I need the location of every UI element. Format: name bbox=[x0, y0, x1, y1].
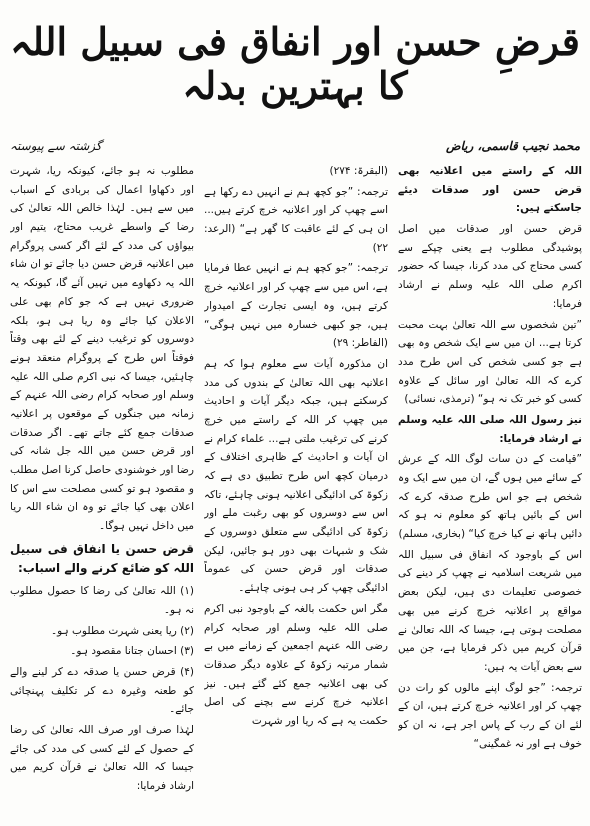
paragraph: مگر اس حکمت بالغہ کے باوجود نبی اکرم صلی اللہ علیہ وسلم اور صحابہ کرام رضی اللہ عنہم اجمعین کے زمانے میں بے شمار مرتبہ زکوۃ کے علاوہ دیگر صدقات کی بھی اعلانیہ جمع کئے گئے ہیں۔ نیز اعلانیہ خرچ کرنے سے بچنے کی اصل حکمت یہ ہے کہ ریا اور شہرت bbox=[204, 602, 388, 727]
paragraph: اللہ کے راستے میں اعلانیہ بھی قرض حسن اور صدقات دیئے جاسکتے ہیں: bbox=[398, 165, 582, 215]
paragraph: (۴) قرض حسن یا صدقہ دے کر لینے والے کو طعنہ وغیرہ دے کر تکلیف پہنچائی جائے۔ bbox=[10, 665, 194, 716]
paragraph: (۱) اللہ تعالیٰ کی رضا کا حصول مطلوب نہ ہو۔ bbox=[10, 585, 194, 616]
paragraph: لہٰذا صرف اور صرف اللہ تعالیٰ کی رضا کے حصول کے لئے کسی کی مدد کی جائے جیسا کہ اللہ تعالیٰ نے قرآن کریم میں ارشاد فرمایا: bbox=[10, 723, 194, 792]
continued-label: گزشتہ سے پیوستہ bbox=[10, 139, 102, 153]
paragraph: قرض حسن یا انفاق فی سبیل اللہ کو ضائع کرنے والے اسباب: bbox=[10, 541, 194, 575]
paragraph: نیز رسول اللہ صلی اللہ علیہ وسلم نے ارشاد فرمایا: bbox=[398, 413, 582, 445]
byline-row bbox=[10, 136, 580, 156]
paragraph: ترجمہ: ”جو کچھ ہم نے انہیں عطا فرمایا ہے، اس میں سے چھپ کر اور اعلانیہ خرچ کرتے ہیں، وہ ایسی تجارت کے امیدوار ہیں، جو کبھی خسارہ میں نہیں ہوگی“ (الفاطر: ۲۹) bbox=[204, 262, 388, 350]
paragraph: (البقرۃ: ۲۷۴) bbox=[329, 165, 388, 177]
headline: قرضِ حسن اور انفاق فی سبیل اللہ کا بہترین بدلہ bbox=[10, 19, 580, 108]
paragraph: (۳) احسان جتانا مقصود ہو۔ bbox=[70, 645, 194, 658]
column-3 bbox=[10, 162, 194, 822]
paragraph: اس کے باوجود کہ انفاق فی سبیل اللہ میں شریعت اسلامیہ نے چھپ کر دینے کی خصوصی تعلیمات دی ہیں، لیکن بعض مواقع پر اعلانیہ خرچ کرنے میں بھی مصلحت ہوتی ہے، جیسا کہ اللہ تعالیٰ نے قرآن کریم میں ذکر فرمایا ہے، جن میں سے بعض آیات یہ ہیں: bbox=[398, 548, 582, 673]
paragraph: ان مذکورہ آیات سے معلوم ہوا کہ ہم اعلانیہ بھی اللہ تعالیٰ کے بندوں کی مدد کرسکتے ہیں، جبکہ دیگر آیات و احادیث میں چھپ کر اللہ کے راستے میں خرچ کرنے کی ترغیب ملتی ہے... علماء کرام نے ان آیات و احادیث کے ظاہری اختلاف کے درمیان کچھ اس طرح تطبیق دی ہے کہ زکوۃ کی ادائیگی اعلانیہ ہونی چاہئے، تاکہ اس سے دوسروں کو بھی رغبت ملے اور زکوۃ کی ادائیگی سے متعلق دوسروں کے شک و شبہات بھی دور ہو جائیں، لیکن صدقات اور قرض حسن کی عموماً ادائیگی چھپ کر ہی ہونی چاہئے۔ bbox=[204, 357, 388, 595]
paragraph: ”قیامت کے دن سات لوگ اللہ کے عرش کے سائے میں ہوں گے، ان میں سے ایک وہ شخص ہے جو اس طرح صدقہ کرے کہ اس کے بائیں ہاتھ کو معلوم نہ ہو کہ دائیں ہاتھ نے کیا خرچ کیا“ (بخاری، مسلم) bbox=[398, 453, 582, 541]
article-columns bbox=[10, 162, 582, 822]
paragraph: مطلوب نہ ہو جائے، کیونکہ ریا، شہرت اور دکھاوا اعمال کی بربادی کے اسباب میں سے ہیں۔ لہٰذا خالص اللہ تعالیٰ کی رضا کے واسطے غریب محتاج، یتیم اور بیواؤں کی مدد کے لئے اگر کسی پروگرام میں اعلانیہ قرض حسن دیا جائے تو ان شاء اللہ یہ دکھاوے میں نہیں آئے گا، کیونکہ یہ ضروری نہیں ہے کہ جو کام بھی علی الاعلان کیا جائے وہ ریا ہی ہو، بلکہ دوسروں کو ترغیب دینے کے لئے بھی وقتاً فوقتاً اس طرح کے پروگرام منعقد ہونے چاہئیں، جیسا کہ نبی اکرم صلی اللہ علیہ وسلم اور صحابہ کرام رضی اللہ عنہم کے زمانہ میں جنگوں کے موقعوں پر اعلانیہ صدقات جمع کئے جاتے تھے۔ اگر صدقات اور قرض حسن میں اللہ جل شانہ کی رضا اور خوشنودی حاصل کرنا اصل مطلب و مقصود ہو تو کسی مصلحت سے اس کا اعلان بھی کیا جائے تو وہ ان شاء اللہ ریا میں داخل نہیں ہوگا۔ bbox=[10, 165, 194, 533]
paragraph: ”تین شخصوں سے اللہ تعالیٰ بہت محبت کرتا ہے... ان میں سے ایک شخص وہ بھی ہے جو کسی شخص کی اس طرح مدد کرے کہ اللہ تعالیٰ اور سائل کے علاوہ کسی کو خبر تک نہ ہو“ (ترمذی، نسائی) bbox=[398, 318, 582, 406]
column-1 bbox=[398, 162, 582, 822]
paragraph: قرض حسن اور صدقات میں اصل پوشیدگی مطلوب ہے یعنی چپکے سے کسی محتاج کی مدد کرنا، جیسا کہ حضور اکرم صلی اللہ علیہ وسلم نے ارشاد فرمایا: bbox=[398, 223, 582, 310]
author-byline: محمد نجیب قاسمی، ریاض bbox=[446, 139, 580, 153]
paragraph: ترجمہ: ”جو کچھ ہم نے انہیں دے رکھا ہے اسے چھپ کر اور اعلانیہ خرچ کرتے ہیں... ان ہی کے لئے عاقبت کا گھر ہے“ (الرعد: ۲۲) bbox=[204, 185, 388, 254]
paragraph: ترجمہ: ”جو لوگ اپنے مالوں کو رات دن چھپ کر اور اعلانیہ خرچ کرتے ہیں، ان کے لئے ان کے رب کے پاس اجر ہے، نہ ان کو خوف ہے اور نہ غمگینی“ bbox=[398, 681, 582, 750]
column-2 bbox=[204, 162, 388, 822]
headline-block bbox=[10, 6, 580, 122]
paragraph: (۲) ریا یعنی شہرت مطلوب ہو۔ bbox=[50, 624, 194, 637]
